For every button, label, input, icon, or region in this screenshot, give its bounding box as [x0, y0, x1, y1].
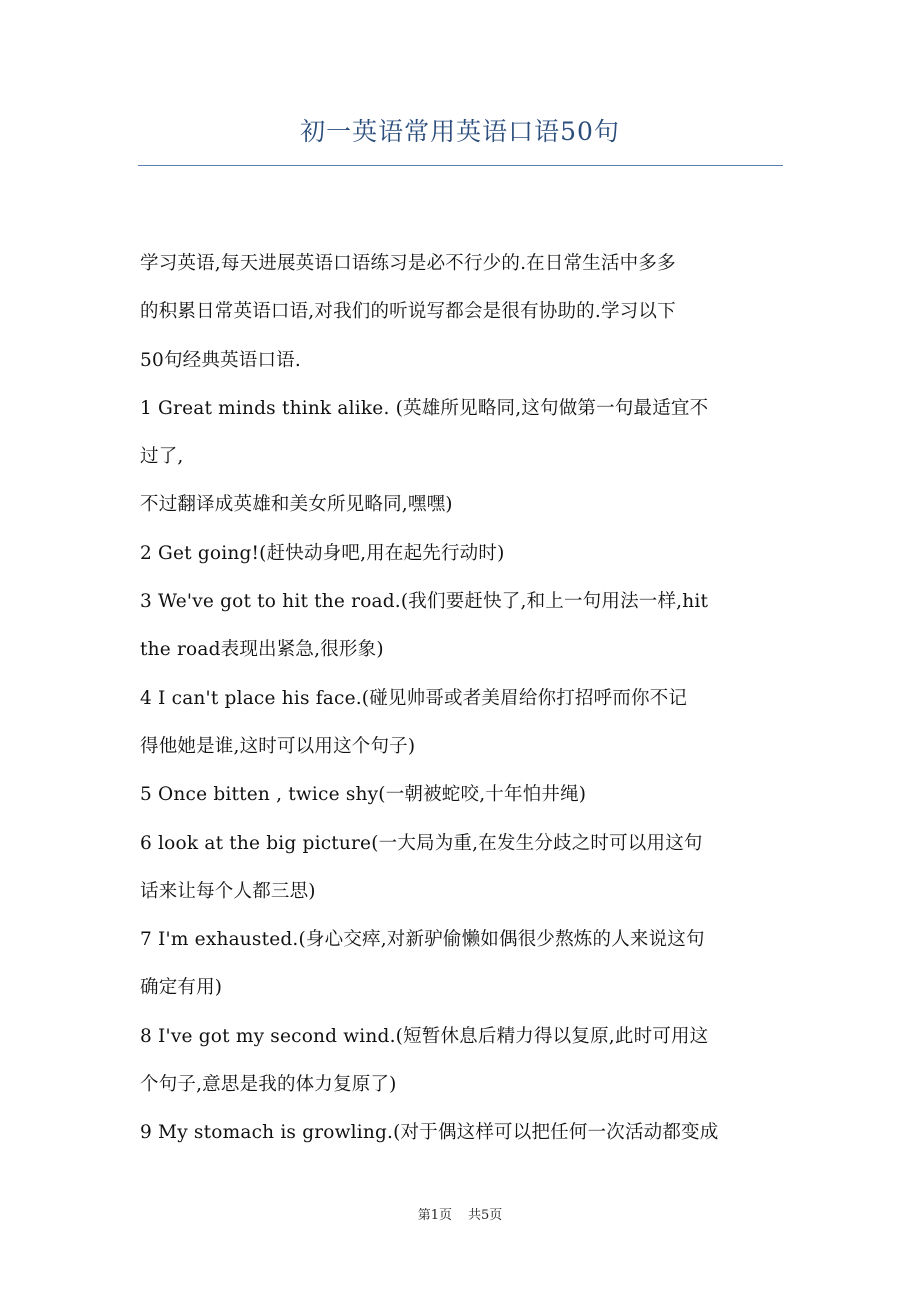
- body-line: 2 Get going!(赶快动身吧,用在起先行动时): [140, 542, 505, 564]
- body-line: 不过翻译成英雄和美女所见略同,嘿嘿): [140, 494, 453, 516]
- body-line: 的积累日常英语口语,对我们的听说写都会是很有协助的.学习以下: [140, 301, 676, 323]
- body-line: the road表现出紧急,很形象): [140, 639, 384, 661]
- body-line: 学习英语,每天进展英语口语练习是必不行少的.在日常生活中多多: [140, 253, 676, 274]
- body-line: 4 I can't place his face.(碰见帅哥或者美眉给你打招呼而你不记: [140, 687, 688, 709]
- body-line: 6 look at the big picture(一大局为重,在发生分歧之时可以用这句: [140, 832, 703, 854]
- body-line: 过了,: [140, 446, 184, 468]
- body-line: 8 I've got my second wind.(短暂休息后精力得以复原,此时可用这: [140, 1025, 709, 1047]
- title-divider: [138, 165, 783, 166]
- page-total: 共5页: [468, 1208, 503, 1223]
- body-line: 50句经典英语口语.: [140, 349, 301, 371]
- body-line: 9 My stomach is growling.(对于偶这样可以把任何一次活动都变成: [140, 1122, 719, 1144]
- body-line: 1 Great minds think alike. (英雄所见略同,这句做第一句最适宜不: [140, 397, 709, 419]
- body-line: 确定有用): [140, 977, 223, 999]
- body-line: 5 Once bitten , twice shy(一朝被蛇咬,十年怕井绳): [140, 784, 587, 806]
- page-title: 初一英语常用英语口语50句: [300, 117, 620, 146]
- document-body: [140, 240, 784, 1158]
- body-line: 个句子,意思是我的体力复原了): [140, 1074, 397, 1096]
- body-line: 话来让每个人都三思): [140, 880, 316, 902]
- body-line: 7 I'm exhausted.(身心交瘁,对新驴偷懒如偶很少熬炼的人来说这句: [140, 929, 705, 951]
- body-line: 3 We've got to hit the road.(我们要赶快了,和上一句用法一样,hit: [140, 591, 709, 613]
- body-line: 得他她是谁,这时可以用这个句子): [140, 735, 416, 757]
- page-number: 第1页: [417, 1208, 452, 1223]
- page-footer: [0, 1206, 920, 1226]
